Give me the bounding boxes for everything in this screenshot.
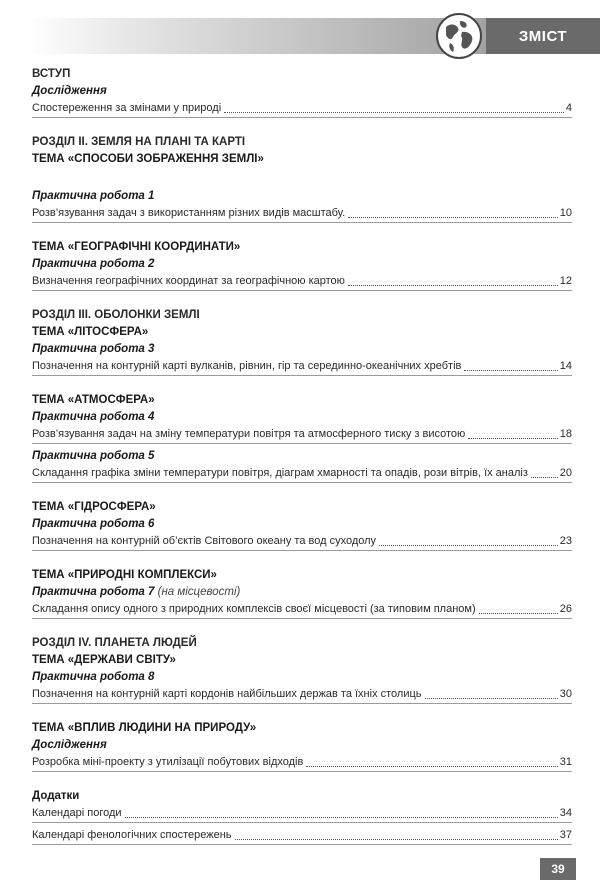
entry-text: Позначення на контурній карті кордонів найбільших держав та їхніх столиць: [32, 688, 422, 700]
entry-text: Розв’язування задач з використанням різних видів масштабу.: [32, 207, 346, 219]
entry-text: Складання опису одного з природних комплексів своєї місцевості (за типовим планом): [32, 603, 476, 615]
entry-page: 10: [559, 207, 572, 219]
page-title: ЗМІСТ: [486, 18, 600, 54]
entry-text: Складання графіка зміни температури повітря, діаграм хмарності та опадів, рози вітрів, їх аналіз: [32, 467, 528, 479]
topic-title: ТЕМА «ГІДРОСФЕРА»: [32, 501, 156, 513]
entry-page: 30: [559, 688, 572, 700]
entry-text: Спостереження за змінами у природі: [32, 102, 222, 114]
toc-entry[interactable]: [32, 754, 572, 772]
entry-text: Календарі погоди: [32, 807, 122, 819]
entry-text: Календарі фенологічних спостережень: [32, 829, 232, 841]
leader-dots: [425, 697, 558, 699]
work-label: Практична робота 2: [32, 258, 155, 270]
leader-dots: [235, 838, 558, 840]
work-label-text: Практична робота 7: [32, 586, 155, 598]
work-note: (на місцевості): [154, 586, 241, 598]
table-of-contents: [32, 66, 572, 849]
appendix-heading: Додатки: [32, 790, 80, 802]
globe-icon: [436, 13, 482, 59]
topic-title: ТЕМА «ЛІТОСФЕРА»: [32, 326, 149, 338]
entry-text: Розробка міні-проекту з утилізації побутових відходів: [32, 756, 304, 768]
leader-dots: [306, 765, 557, 767]
leader-dots: [125, 816, 558, 818]
work-label: Практична робота 4: [32, 411, 155, 423]
leader-dots: [348, 284, 558, 286]
entry-page: 31: [559, 756, 572, 768]
leader-dots: [479, 612, 558, 614]
section-heading: РОЗДІЛ ІІІ. ОБОЛОНКИ ЗЕМЛІ: [32, 309, 200, 321]
toc-entry[interactable]: [32, 686, 572, 704]
leader-dots: [379, 544, 558, 546]
entry-page: 12: [559, 275, 572, 287]
toc-entry[interactable]: [32, 426, 572, 444]
entry-page: 18: [559, 428, 572, 440]
leader-dots: [224, 111, 564, 113]
work-label: Практична робота 6: [32, 518, 155, 530]
toc-entry[interactable]: [32, 465, 572, 483]
work-label: Практична робота 3: [32, 343, 155, 355]
leader-dots: [468, 437, 557, 439]
leader-dots: [531, 476, 558, 478]
entry-page: 23: [559, 535, 572, 547]
work-label: Практична робота 5: [32, 450, 155, 462]
toc-entry[interactable]: [32, 805, 572, 823]
entry-page: 4: [565, 102, 572, 114]
leader-dots: [464, 369, 557, 371]
topic-title: ТЕМА «АТМОСФЕРА»: [32, 394, 155, 406]
topic-title: ТЕМА «СПОСОБИ ЗОБРАЖЕННЯ ЗЕМЛІ»: [32, 153, 264, 165]
entry-page: 37: [559, 829, 572, 841]
section-heading: РОЗДІЛ IV. ПЛАНЕТА ЛЮДЕЙ: [32, 637, 197, 649]
topic-title: ТЕМА «ПРИРОДНІ КОМПЛЕКСИ»: [32, 569, 217, 581]
toc-entry[interactable]: [32, 205, 572, 223]
intro-heading: ВСТУП: [32, 68, 71, 80]
topic-title: ТЕМА «ВПЛИВ ЛЮДИНИ НА ПРИРОДУ»: [32, 722, 257, 734]
toc-entry[interactable]: [32, 358, 572, 376]
topic-title: ТЕМА «ДЕРЖАВИ СВІТУ»: [32, 654, 176, 666]
work-label: Практична робота 8: [32, 671, 155, 683]
topic-title: ТЕМА «ГЕОГРАФІЧНІ КООРДИНАТИ»: [32, 241, 241, 253]
intro-label: Дослідження: [32, 85, 107, 97]
work-label: Дослідження: [32, 739, 107, 751]
entry-text: Позначення на контурній карті вулканів, рівнин, гір та серединно-океанічних хребтів: [32, 360, 462, 372]
entry-page: 14: [559, 360, 572, 372]
work-label: Практична робота 1: [32, 190, 155, 202]
entry-text: Позначення на контурній об’єктів Світового океану та вод суходолу: [32, 535, 377, 547]
entry-text: Визначення географічних координат за географічною картою: [32, 275, 345, 287]
toc-entry[interactable]: [32, 827, 572, 845]
toc-entry[interactable]: [32, 601, 572, 619]
toc-entry[interactable]: [32, 100, 572, 118]
entry-page: 34: [559, 807, 572, 819]
page-number: 39: [540, 858, 576, 880]
entry-page: 26: [559, 603, 572, 615]
section-heading: РОЗДІЛ ІІ. ЗЕМЛЯ НА ПЛАНІ ТА КАРТІ: [32, 136, 246, 148]
leader-dots: [348, 216, 558, 218]
work-label: [32, 584, 572, 601]
toc-entry[interactable]: [32, 533, 572, 551]
entry-page: 20: [559, 467, 572, 479]
entry-text: Розв’язування задач на зміну температури повітря та атмосферного тиску з висотою: [32, 428, 466, 440]
toc-entry[interactable]: [32, 273, 572, 291]
